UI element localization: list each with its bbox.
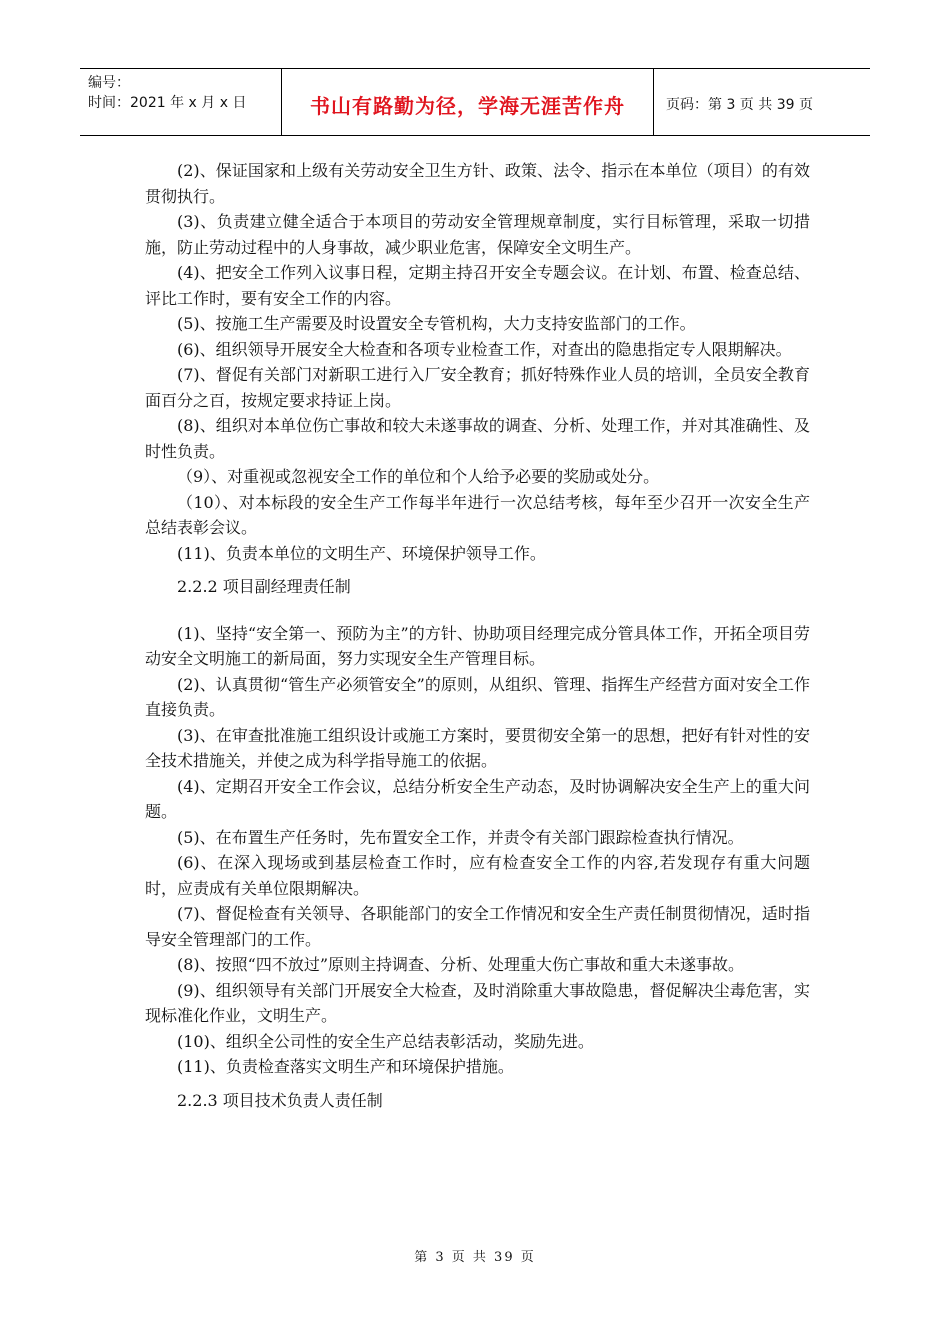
paragraph: (3)、在审查批准施工组织设计或施工方案时，要贯彻安全第一的思想，把好有针对性的安全技术措施关，并使之成为科学指导施工的依据。 [145,725,810,770]
paragraph: (10)、组织全公司性的安全生产总结表彰活动，奖励先进。 [177,1031,594,1051]
paragraph: (5)、按施工生产需要及时设置安全专管机构，大力支持安监部门的工作。 [177,314,696,333]
header-motto-cell [282,69,654,135]
page-header [80,68,870,136]
paragraph: (4)、定期召开安全工作会议，总结分析安全生产动态，及时协调解决安全生产上的重大问题。 [145,776,810,821]
paragraph: (6)、组织领导开展安全大检查和各项专业检查工作，对查出的隐患指定专人限期解决。 [177,339,792,359]
paragraph: （9）、对重视或忽视安全工作的单位和个人给予必要的奖励或处分。 [177,467,660,486]
page-info: 页码：第 3 页 共 39 页 [666,97,813,113]
paragraph: (11)、负责本单位的文明生产、环境保护领导工作。 [177,543,546,563]
paragraph: (7)、督促有关部门对新职工进行入厂安全教育；抓好特殊作业人员的培训，全员安全教育面百分之百，按规定要求持证上岗。 [145,365,810,410]
header-meta [80,69,282,135]
paragraph: (3)、负责建立健全适合于本项目的劳动安全管理规章制度，实行目标管理，采取一切措施，防止劳动过程中的人身事故，减少职业危害，保障安全文明生产。 [145,212,810,257]
paragraph: (8)、按照“四不放过”原则主持调查、分析、处理重大伤亡事故和重大未遂事故。 [177,955,745,974]
paragraph: (4)、把安全工作列入议事日程，定期主持召开安全专题会议。在计划、布置、检查总结、评比工作时，要有安全工作的内容。 [145,263,810,308]
serial-label: 编号： [88,75,130,91]
motto: 书山有路勤为径，学海无涯苦作舟 [310,93,625,118]
paragraph: (7)、督促检查有关领导、各职能部门的安全工作情况和安全生产责任制贯彻情况，适时指导安全管理部门的工作。 [145,904,810,949]
section-heading: 2.2.3 项目技术负责人责任制 [177,1090,383,1110]
paragraph: (5)、在布置生产任务时，先布置安全工作，并责令有关部门跟踪检查执行情况。 [177,827,744,847]
date-line: 时间：2021 年 x 月 x 日 [88,95,247,111]
paragraph: (2)、认真贯彻“管生产必须管安全”的原则，从组织、管理、指挥生产经营方面对安全工作直接负责。 [145,674,810,719]
section-heading: 2.2.2 项目副经理责任制 [177,577,351,596]
paragraph: (2)、保证国家和上级有关劳动安全卫生方针、政策、法令、指示在本单位（项目）的有效贯彻执行。 [145,161,810,206]
paragraph: (6)、在深入现场或到基层检查工作时，应有检查安全工作的内容,若发现存有重大问题时，应责成有关单位限期解决。 [145,853,810,898]
paragraph: (9)、组织领导有关部门开展安全大检查，及时消除重大事故隐患，督促解决尘毒危害，实现标准化作业，文明生产。 [145,980,810,1025]
paragraph: (1)、坚持“安全第一、预防为主”的方针、协助项目经理完成分管具体工作，开拓全项目劳动安全文明施工的新局面，努力实现安全生产管理目标。 [145,623,810,668]
paragraph: (8)、组织对本单位伤亡事故和较大未遂事故的调查、分析、处理工作，并对其准确性、及时性负责。 [145,416,810,461]
document-body [145,158,810,1113]
paragraph: （10）、对本标段的安全生产工作每半年进行一次总结考核，每年至少召开一次安全生产总结表彰会议。 [145,492,810,537]
paragraph: (11)、负责检查落实文明生产和环境保护措施。 [177,1057,514,1076]
header-page-cell [654,69,870,135]
page-footer: 第 3 页 共 39 页 [414,1250,536,1265]
